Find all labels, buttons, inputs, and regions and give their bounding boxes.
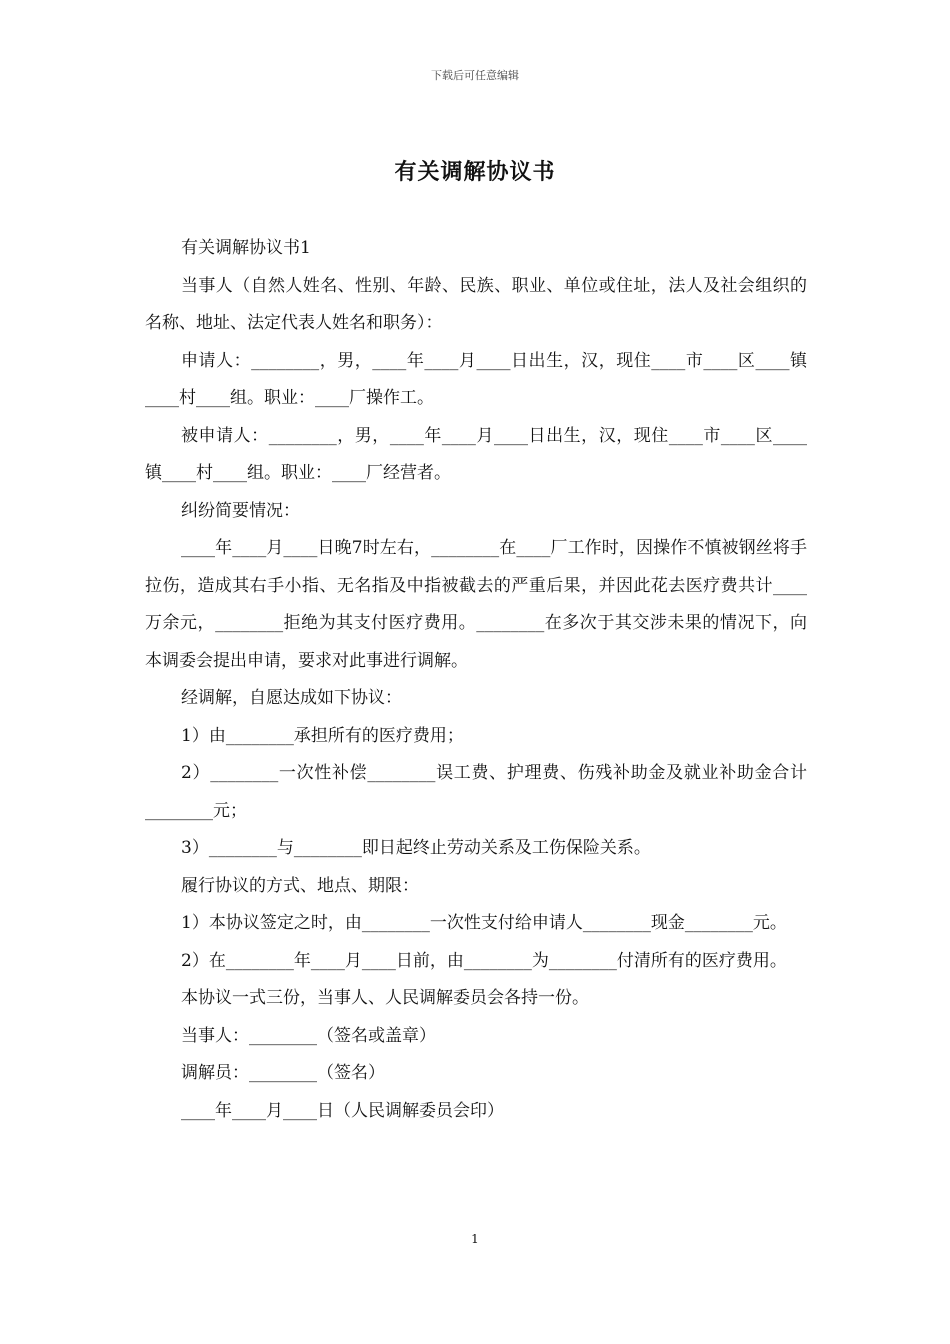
paragraph-agreement-item-2: 2）________一次性补偿________误工费、护理费、伤残补助金及就业补助金合计________元； (145, 763, 807, 821)
header-note: 下载后可任意编辑 (431, 69, 519, 82)
document-body (145, 230, 807, 1130)
signature-mediator: 调解员：________（签名） (181, 1063, 385, 1083)
signature-date: ____年____月____日（人民调解委员会印） (181, 1100, 504, 1121)
document-title: 有关调解协议书 (394, 159, 556, 185)
paragraph-dispute-details: ____年____月____日晚7时左右，________在____厂工作时，因操作不慎被钢丝将手拉伤，造成其右手小指、无名指及中指被截去的严重后果，并因此花去医疗费共计____万余元，________拒绝为其支付医疗费用。________在多次于其交涉未果的情况下，向本调委会提出申请，要求对此事进行调解。 (145, 538, 807, 671)
paragraph-performance-heading: 履行协议的方式、地点、期限： (181, 875, 419, 896)
paragraph-copies: 本协议一式三份，当事人、人民调解委员会各持一份。 (181, 988, 589, 1008)
paragraph-agreement-item-1: 1）由________承担所有的医疗费用； (181, 725, 464, 746)
paragraph-agreement-item-3: 3）________与________即日起终止劳动关系及工伤保险关系。 (181, 838, 651, 858)
paragraph-dispute-heading: 纠纷简要情况： (181, 500, 300, 521)
paragraph-parties-intro: 当事人（自然人姓名、性别、年龄、民族、职业、单位或住址，法人及社会组织的名称、地址、法定代表人姓名和职务）： (145, 275, 807, 333)
page-number: 1 (471, 1232, 479, 1246)
paragraph-performance-item-2: 2）在________年____月____日前，由________为________付清所有的医疗费用。 (181, 950, 787, 971)
paragraph-agreement-heading: 经调解，自愿达成如下协议： (181, 688, 402, 708)
paragraph-applicant: 申请人：________，男，____年____月____日出生，汉，现住____市____区____镇____村____组。职业：____厂操作工。 (145, 350, 807, 408)
paragraph-subtitle: 有关调解协议书1 (181, 238, 311, 258)
paragraph-performance-item-1: 1）本协议签定之时，由________一次性支付给申请人________现金________元。 (181, 913, 787, 933)
signature-party: 当事人：________（签名或盖章） (181, 1025, 436, 1046)
paragraph-respondent: 被申请人：________，男，____年____月____日出生，汉，现住____市____区____镇____村____组。职业：____厂经营者。 (145, 425, 807, 483)
